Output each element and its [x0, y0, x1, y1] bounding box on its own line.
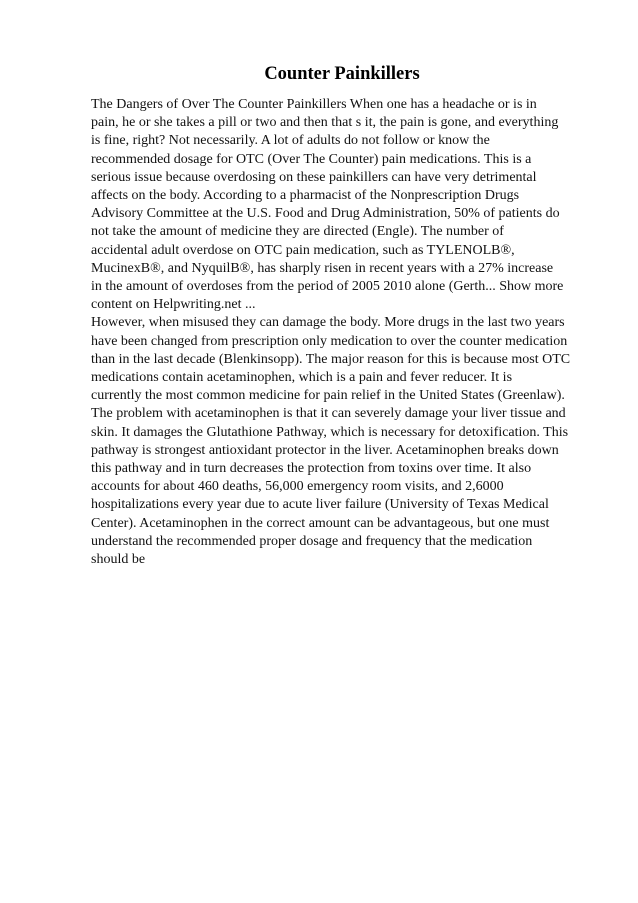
body-line: However, when misused they can damage the body. More drugs in the last two years [91, 315, 565, 331]
body-line: affects on the body. According to a pharmacist of the Nonprescription Drugs [91, 188, 520, 204]
body-line: MucinexB®, and NyquilB®, has sharply risen in recent years with a 27% increase [91, 260, 554, 276]
body-line: skin. It damages the Glutathione Pathway, which is necessary for detoxification. This [91, 424, 569, 440]
body-line: medications contain acetaminophen, which is a pain and fever reducer. It is [91, 370, 513, 386]
body-line: hospitalizations every year due to acute liver failure (University of Texas Medical [91, 497, 549, 513]
body-line: not take the amount of medicine they are directed (Engle). The number of [91, 224, 504, 240]
body-line: accounts for about 460 deaths, 56,000 emergency room visits, and 2,6000 [91, 479, 504, 495]
body-line: The problem with acetaminophen is that it can severely damage your liver tissue and [91, 406, 566, 422]
document-body [91, 96, 591, 569]
body-line: understand the recommended proper dosage and frequency that the medication [91, 533, 533, 549]
body-line: pathway is strongest antioxidant protector in the liver. Acetaminophen breaks down [91, 442, 559, 458]
body-line: Center). Acetaminophen in the correct amount can be advantageous, but one must [91, 515, 550, 531]
body-line: is fine, right? Not necessarily. A lot of adults do not follow or know the [91, 133, 490, 149]
document-title: Counter Painkillers [264, 64, 420, 84]
body-line: Advisory Committee at the U.S. Food and Drug Administration, 50% of patients do [91, 206, 560, 222]
body-line: this pathway and in turn decreases the protection from toxins over time. It also [91, 461, 532, 477]
body-line: The Dangers of Over The Counter Painkillers When one has a headache or is in [91, 97, 537, 112]
body-line: should be [91, 552, 146, 568]
body-line: pain, he or she takes a pill or two and then that s it, the pain is gone, and everything [91, 115, 559, 131]
body-line: in the amount of overdoses from the period of 2005 2010 alone (Gerth... Show more [91, 279, 564, 295]
body-line: currently the most common medicine for pain relief in the United States (Greenlaw). [91, 388, 565, 404]
body-line: content on Helpwriting.net ... [91, 297, 256, 313]
body-line: serious issue because overdosing on these painkillers can have very detrimental [91, 169, 537, 185]
body-line: than in the last decade (Blenkinsopp). The major reason for this is because most OTC [91, 351, 571, 367]
body-line: have been changed from prescription only medication to over the counter medication [91, 333, 568, 349]
body-line: accidental adult overdose on OTC pain medication, such as TYLENOLB®, [91, 242, 515, 258]
body-line: recommended dosage for OTC (Over The Counter) pain medications. This is a [91, 151, 532, 167]
